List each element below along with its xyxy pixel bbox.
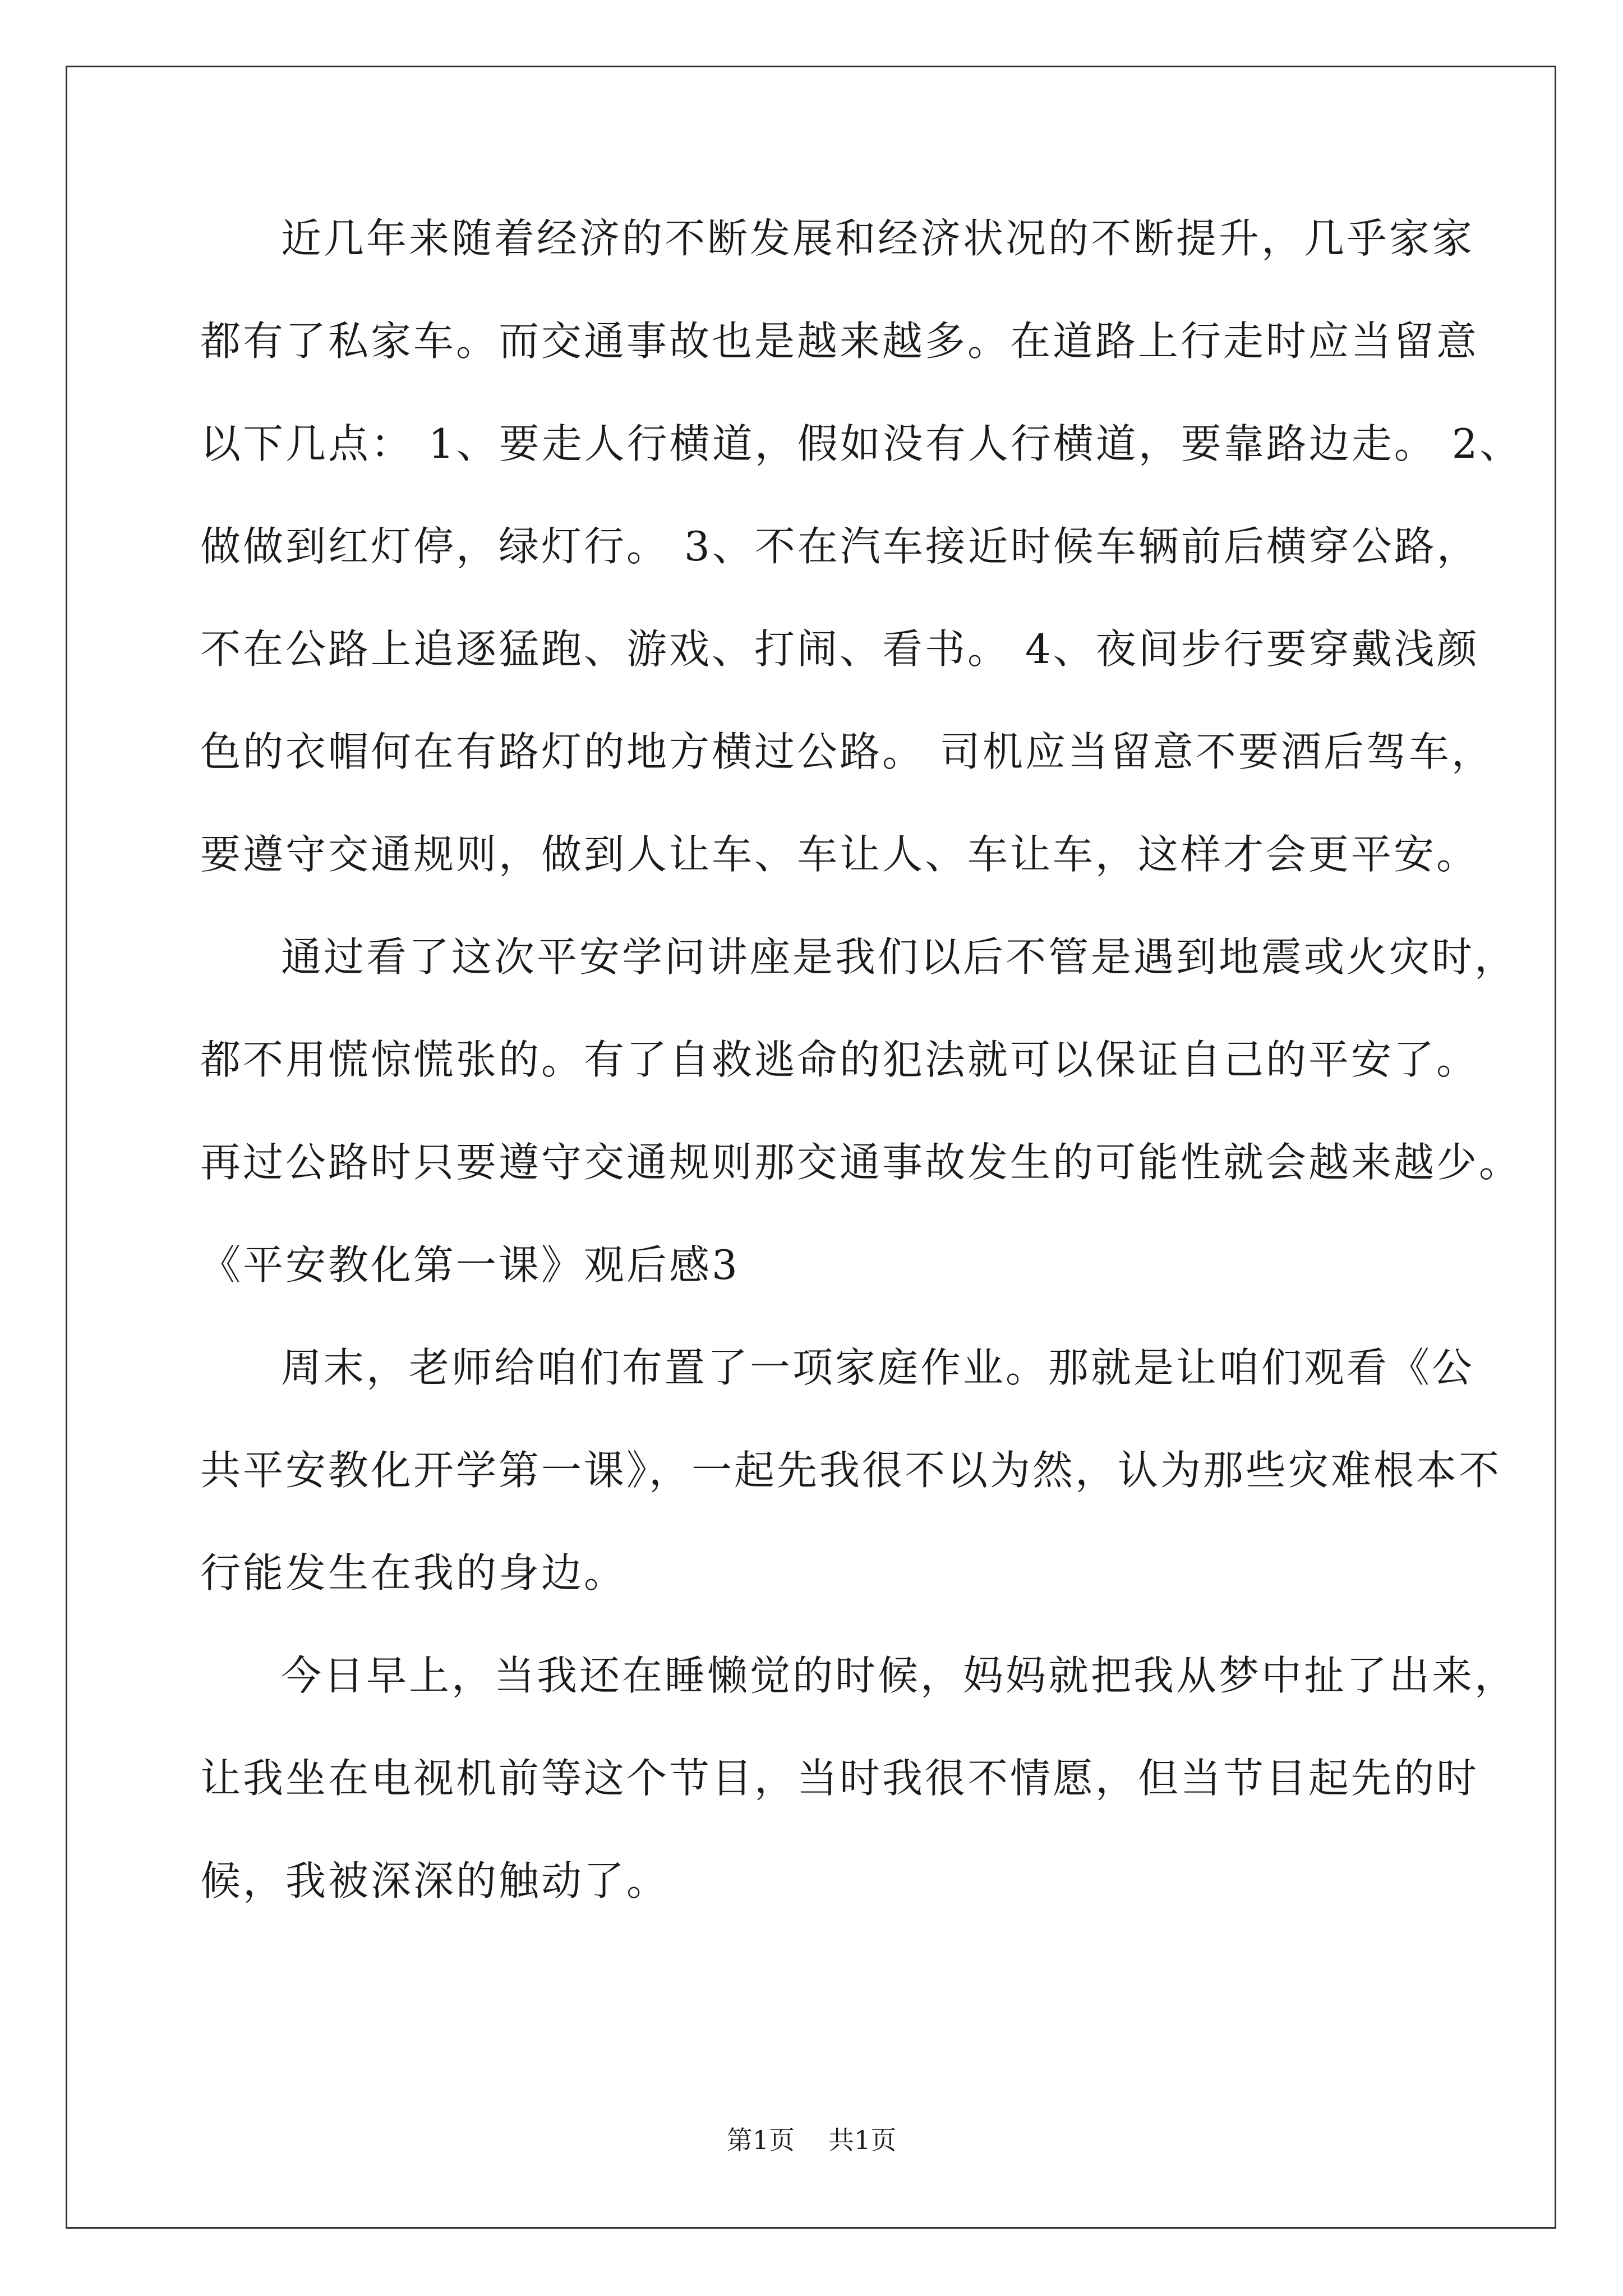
text-line: 色的衣帽何在有路灯的地方横过公路。 司机应当留意不要酒后驾车， (200, 728, 1494, 775)
text-line: 都有了私家车。而交通事故也是越来越多。在道路上行走时应当留意 (200, 318, 1479, 365)
text-line: 通过看了这次平安学问讲座是我们以后不管是遇到地震或火灾时， (281, 933, 1518, 981)
text-line: 候，我被深深的触动了。 (200, 1857, 670, 1904)
text-line: 再过公路时只要遵守交通规则那交通事故发生的可能性就会越来越少。 (200, 1139, 1522, 1186)
text-line: 今日早上，当我还在睡懒觉的时候，妈妈就把我从梦中扯了出来， (281, 1652, 1518, 1699)
text-line: 共平安教化开学第一课》，一起先我很不以为然，认为那些灾难根本不 (200, 1447, 1502, 1494)
text-line: 近几年来随着经济的不断发展和经济状况的不断提升，几乎家家 (281, 215, 1475, 262)
page-footer (0, 2124, 1623, 2156)
text-line: 不在公路上追逐猛跑、游戏、打闹、看书。 4、夜间步行要穿戴浅颜 (200, 625, 1479, 673)
text-line: 以下几点： 1、要走人行横道，假如没有人行横道，要靠路边走。 2、 (200, 420, 1523, 467)
text-line: 行能发生在我的身边。 (200, 1549, 627, 1596)
text-line: 周末，老师给咱们布置了一项家庭作业。那就是让咱们观看《公 (281, 1344, 1475, 1391)
text-line: 做做到红灯停，绿灯行。 3、不在汽车接近时候车辆前后横穿公路， (200, 523, 1479, 570)
text-line: 都不用慌惊慌张的。有了自救逃命的犯法就可以保证自己的平安了。 (200, 1036, 1479, 1083)
section-heading: 《平安教化第一课》观后感3 (200, 1241, 740, 1289)
page-number: 第1页 (726, 2125, 795, 2155)
page-total: 共1页 (828, 2125, 897, 2155)
document-body (200, 215, 1523, 1961)
text-line: 让我坐在电视机前等这个节目，当时我很不情愿，但当节目起先的时 (200, 1755, 1479, 1802)
text-line: 要遵守交通规则，做到人让车、车让人、车让车，这样才会更平安。 (200, 831, 1479, 878)
